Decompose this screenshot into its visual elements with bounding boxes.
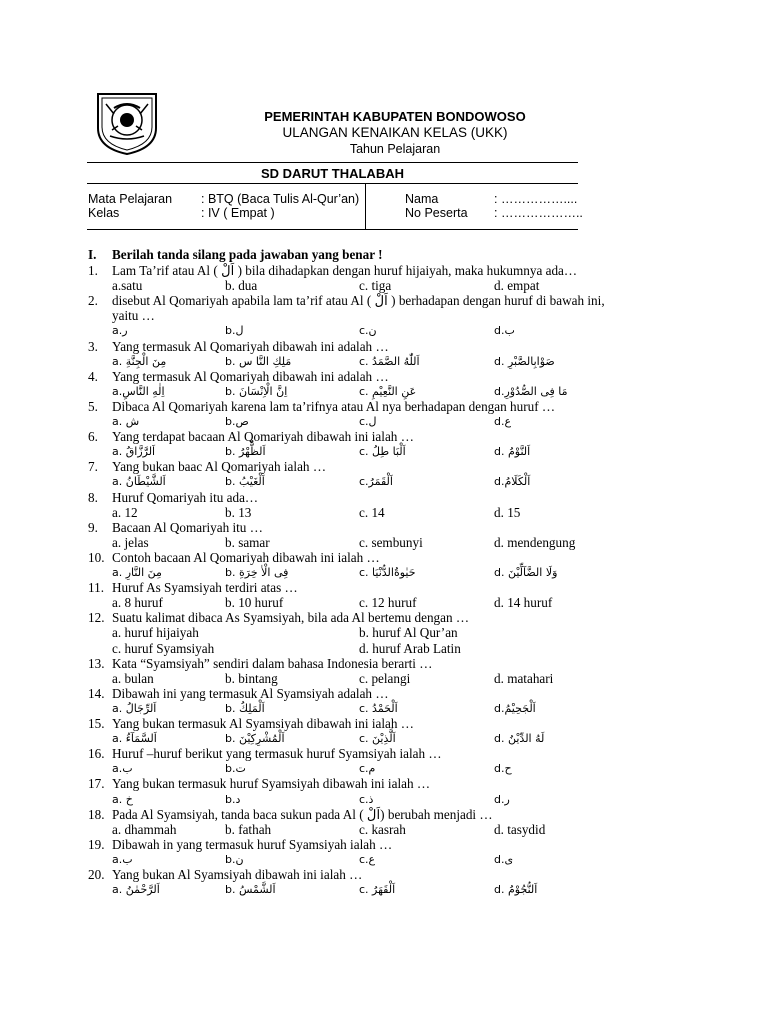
question-text: Lam Ta’rif atau Al ( اَلْ ) bila dihadapkan dengan huruf hijaiyah, maka hukumnya ada… [112,263,578,278]
column-divider [365,184,366,230]
answer-option: c. عَنِ النَّعِيْمِ [359,384,417,398]
question-text: Yang terdapat bacaan Al Qomariyah dibawah ini ialah … [112,429,414,445]
answer-option: c. tiga [359,278,392,294]
question-number: 7. [88,459,98,475]
answer-option: b. bintang [225,670,278,686]
name-label: Nama [405,192,439,206]
answer-option: c. 12 huruf [359,595,417,611]
answer-option: b. اَلْمُشْرِكِيْنَ [225,732,285,746]
question-text: yaitu … [112,308,155,324]
answer-option: c. اَللّٰهُ الصَّمَدُ [359,354,420,368]
question-text: Huruf Qomariyah itu ada… [112,489,259,505]
question-number: 19. [88,836,105,852]
question-text: Yang bukan termasuk huruf Syamsiyah dibawah ini ialah … [112,776,431,792]
divider [87,183,578,184]
answer-option: d.اَلْكَلَامُ [494,475,531,489]
answer-option: a. اَلسَّمَآءُ [112,732,157,746]
answer-option: a.ر [112,324,128,338]
section-number: I. [88,247,97,262]
question-number: 5. [88,398,98,414]
answer-option: d.مَا فِى الصُّدُوْرِ [494,384,568,398]
answer-option: b. samar [225,534,270,550]
answer-option: b. فِى الْاٰ خِرَةِ [225,566,289,579]
question-text: disebut Al Qomariyah apabila lam ta’rif atau Al ( اَلْ ) berhadapan dengan huruf di bawah ini, [112,293,605,309]
answer-option: b. اَلشَّمْسُ [225,883,276,897]
question-number: 13. [88,655,105,671]
question-text: Dibaca Al Qomariyah karena lam ta’rifnya atau Al nya berhadapan dengan huruf … [112,398,556,414]
question-text: Huruf –huruf berikut yang termasuk huruf Syamsiyah ialah … [112,746,442,762]
answer-option: c.ل [359,415,377,428]
answer-option: d.ح [494,762,512,776]
question-text: Dibawah in yang termasuk huruf Syamsiyah ialah … [112,836,393,852]
answer-option: d. اَلنُّجُوْمُ [494,883,538,897]
answer-option: a. اَلرَّحْمٰنُ [112,883,160,897]
question-text: Contoh bacaan Al Qomariyah dibawah ini ialah … [112,549,380,565]
answer-option: d. 15 [494,504,521,520]
answer-option: a. ش [112,415,140,428]
answer-option: b. 13 [225,504,252,520]
answer-option: a. jelas [112,534,149,550]
question-number: 4. [88,368,98,384]
answer-option: c. اَلْبَا طِلُ [359,445,406,459]
answer-option: c. huruf Syamsiyah [112,640,215,656]
question-text: Yang bukan baac Al Qomariyah ialah … [112,459,327,475]
answer-option: a. اَلشَّيْطَانُ [112,475,166,489]
answer-option: b. مَلِكِ النَّا س [225,354,292,368]
answer-option: c. pelangi [359,670,411,686]
answer-option: b. اَلْمَلِكُ [225,701,265,715]
question-number: 1. [88,263,98,278]
question-text: Kata “Syamsiyah” sendiri dalam bahasa Indonesia berarti … [112,655,433,671]
academic-year: Tahun Pelajaran [349,142,441,156]
question-text: Yang bukan termasuk Al Syamsiyah dibawah ini ialah … [112,716,414,731]
question-text: Yang termasuk Al Qomariyah dibawah ini adalah … [112,368,389,384]
answer-option: b.ت [225,762,246,776]
question-number: 11. [88,580,104,596]
answer-option: c.ن [359,324,377,338]
answer-option: a.satu [112,278,143,294]
answer-option: d.ب [494,324,515,338]
section-instruction: Berilah tanda silang pada jawaban yang benar ! [112,247,383,262]
question-text: Suatu kalimat dibaca As Syamsiyah, bila ada Al bertemu dengan … [112,610,470,626]
question-text: Yang termasuk Al Qomariyah dibawah ini adalah … [112,338,389,354]
answer-option: c.اَلْقَمَرُ [359,475,393,489]
answer-option: d. huruf Arab Latin [359,640,461,656]
answer-option: a.اِلٰهِ النَّاسِ [112,384,165,398]
answer-option: d. 14 huruf [494,595,553,611]
question-number: 18. [88,806,105,822]
question-text: Dibawah ini yang termasuk Al Syamsiyah adalah … [112,685,389,701]
answer-option: c.ذ [359,792,374,806]
divider [87,229,578,230]
answer-option: c. اَلَّذِيْنَ [359,732,396,746]
answer-option: c. اَلْحَمْدُ [359,701,398,715]
answer-option: d. empat [494,278,540,294]
regency-emblem-logo [92,90,162,156]
answer-option: d.ى [494,852,514,866]
answer-option: c. sembunyi [359,534,423,550]
answer-option: d.ع [494,415,512,428]
name-field: : …………….... [494,192,578,206]
answer-option: c.م [359,762,376,776]
answer-option: c.ع [359,852,376,866]
answer-option: a. خ [112,792,133,806]
question-number: 2. [88,293,98,309]
answer-option: a. مِنَ النَّارِ [112,566,162,579]
answer-option: b. اِنَّ الْاِنْسَانَ [225,384,288,398]
answer-option: a.ب [112,762,133,776]
answer-option: b. dua [225,278,258,294]
subject-value: : BTQ (Baca Tulis Al-Qur’an) [201,192,360,206]
participant-number-label: No Peserta [405,206,468,220]
question-text: Bacaan Al Qomariyah itu … [112,519,263,535]
answer-option: a. bulan [112,670,154,686]
question-number: 14. [88,685,105,701]
answer-option: b.ص [225,415,249,428]
answer-option: a. 12 [112,504,138,520]
answer-option: b. huruf Al Qur’an [359,625,458,641]
answer-option: c. 14 [359,504,385,520]
answer-option: c. حَيٰوةُالدُّنْيَا [359,566,416,579]
question-text: Yang bukan Al Syamsiyah dibawah ini ialah … [112,867,363,882]
answer-option: a. huruf hijaiyah [112,625,199,641]
class-value: : IV ( Empat ) [201,206,275,220]
answer-option: a. dhammah [112,821,177,837]
answer-option: d. لَهُ الدِّيْنُ [494,732,545,746]
government-heading: PEMERINTAH KABUPATEN BONDOWOSO [264,109,526,124]
question-number: 17. [88,776,105,792]
answer-option: a.ب [112,852,133,866]
answer-option: b.ل [225,324,244,338]
answer-option: a. 8 huruf [112,595,163,611]
question-number: 12. [88,610,105,626]
answer-option: b. اَلظُّهْرُ [225,445,266,459]
school-name: SD DARUT THALABAH [261,166,404,181]
answer-option: a. اَلرِّجَالُ [112,701,157,715]
question-number: 20. [88,867,105,882]
participant-number-field: : ……………….. [494,206,583,220]
question-number: 3. [88,338,98,354]
question-number: 10. [88,549,105,565]
question-text: Pada Al Syamsiyah, tanda baca sukun pada Al ( اَلْ) berubah menjadi … [112,806,493,822]
answer-option: b. اَلْغَيْبُ [225,475,265,489]
answer-option: d. mendengung [494,534,576,550]
divider [87,162,578,163]
answer-option: c. kasrah [359,821,406,837]
answer-option: d. اَلنَّوْمُ [494,445,531,459]
class-label: Kelas [88,206,120,220]
answer-option: d. matahari [494,670,554,686]
subject-label: Mata Pelajaran [88,192,173,206]
answer-option: d. وَلَا الضَّآلِّيْنَ [494,566,558,579]
answer-option: b. 10 huruf [225,595,284,611]
answer-option: a. اَلرَّزَّاقُ [112,445,156,459]
question-number: 9. [88,519,98,535]
question-number: 16. [88,746,105,762]
answer-option: b.د [225,792,241,806]
answer-option: b. fathah [225,821,272,837]
answer-option: c. اَلْقَهَرُ [359,883,396,897]
answer-option: d. صَوْابِالصَّبْرِ [494,354,555,368]
answer-option: d.ر [494,792,510,806]
question-number: 8. [88,489,98,505]
question-text: Huruf As Syamsiyah terdiri atas … [112,580,298,596]
question-number: 15. [88,716,105,731]
answer-option: d.اَلْجَحِيْمُ [494,701,536,715]
question-number: 6. [88,429,98,445]
exam-title: ULANGAN KENAIKAN KELAS (UKK) [282,125,508,140]
answer-option: b.ن [225,852,244,866]
answer-option: d. tasydid [494,821,546,837]
answer-option: a. مِنَ الْجِنَّةِ [112,354,167,368]
